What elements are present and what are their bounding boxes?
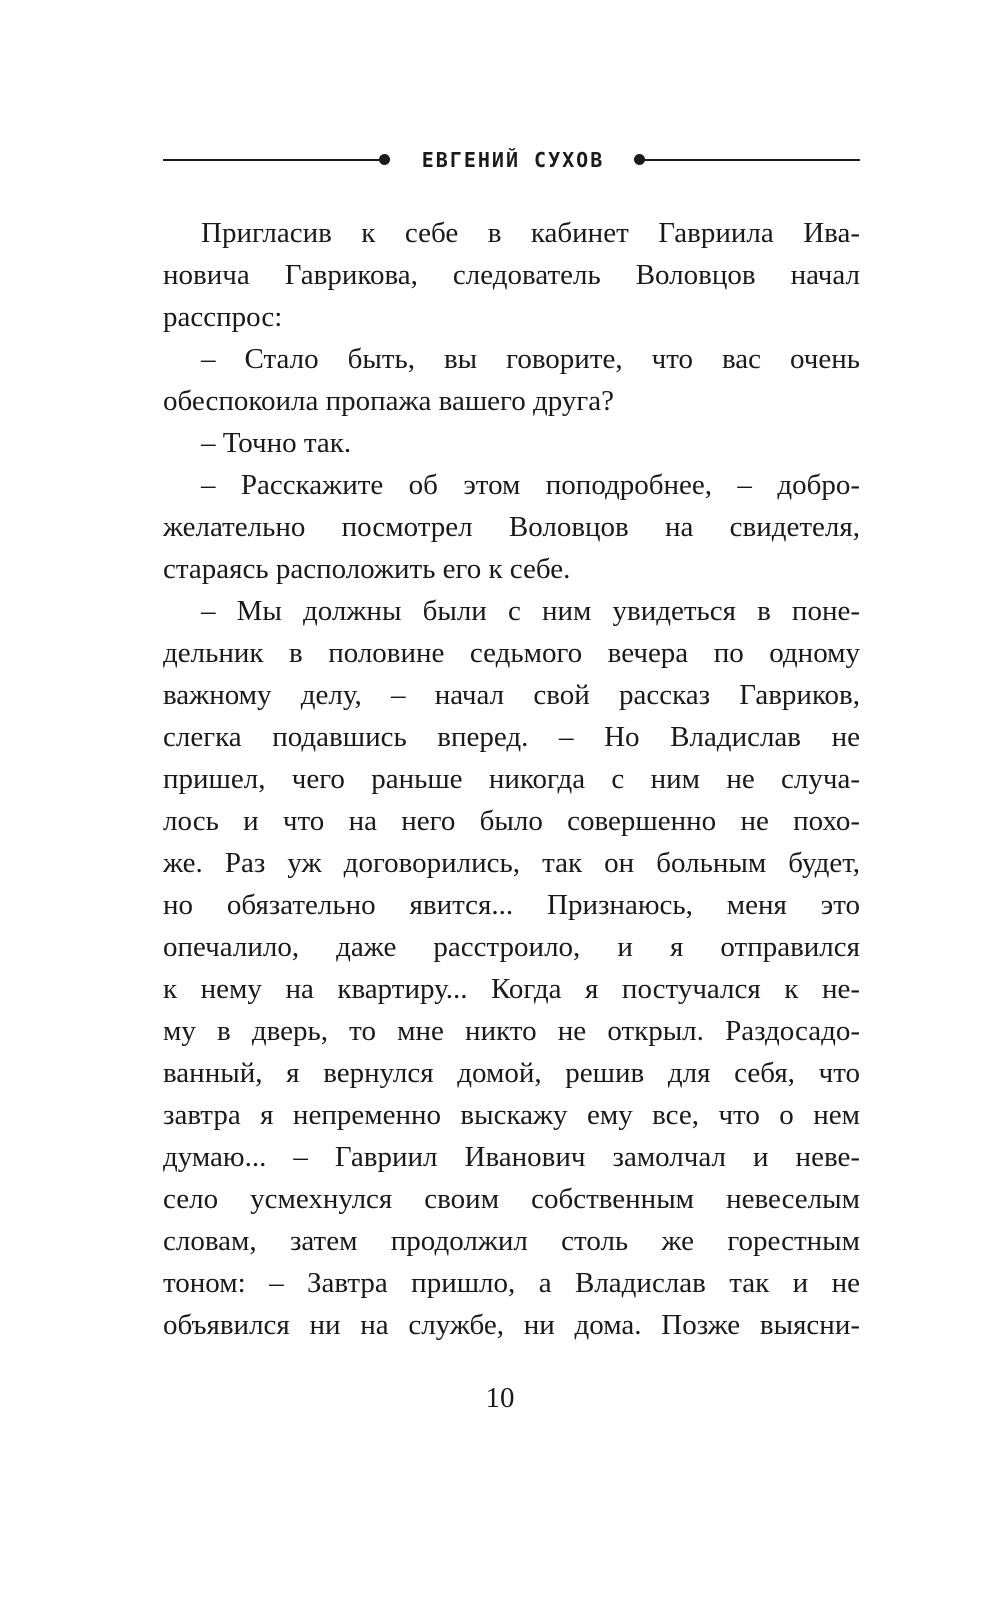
text-line: но обязательно явится... Признаюсь, меня это [163,889,860,921]
text-line: – Расскажите об этом поподробнее, – добро- [201,469,860,501]
body-text [163,212,860,1346]
page-number: 10 [485,1382,515,1414]
text-line: – Точно так. [201,427,352,459]
running-header [163,145,860,175]
text-line: ванный, я вернулся домой, решив для себя, что [163,1057,860,1089]
text-line: к нему на квартиру... Когда я постучался к не- [163,973,860,1005]
text-line: завтра я непременно выскажу ему все, что о нем [163,1099,860,1131]
text-line: обеспокоила пропажа вашего друга? [163,385,614,417]
author-name: ЕВГЕНИЙ СУХОВ [421,148,605,172]
text-line: объявился ни на службе, ни дома. Позже выясни- [163,1309,860,1341]
text-line: тоном: – Завтра пришло, а Владислав так и не [163,1267,860,1299]
text-line: же. Раз уж договорились, так он больным будет, [163,847,860,879]
header-dot-left [379,154,390,165]
text-line: – Мы должны были с ним увидеться в поне- [201,595,860,627]
text-line: пришел, чего раньше никогда с ним не случа- [163,763,860,795]
text-line: – Стало быть, вы говорите, что вас очень [201,343,860,375]
text-line: важному делу, – начал свой рассказ Гавриков, [163,679,860,711]
text-line: думаю... – Гавриил Иванович замолчал и неве- [163,1141,860,1173]
text-line: слегка подавшись вперед. – Но Владислав не [163,721,860,753]
text-line: Пригласив к себе в кабинет Гавриила Ива- [201,217,860,249]
text-line: расспрос: [163,301,283,333]
header-rule-right [640,159,860,161]
text-line: словам, затем продолжил столь же горестным [163,1225,860,1257]
header-rule-left [163,159,381,161]
text-line: дельник в половине седьмого вечера по одному [163,637,860,669]
text-line: му в дверь, то мне никто не открыл. Раздосадо- [163,1015,860,1047]
text-line: новича Гаврикова, следователь Воловцов начал [163,259,860,291]
text-line: лось и что на него было совершенно не похо- [163,805,860,837]
text-line: желательно посмотрел Воловцов на свидетеля, [163,511,860,543]
text-line: опечалило, даже расстроило, и я отправился [163,931,860,963]
text-line: стараясь расположить его к себе. [163,553,571,585]
text-line: село усмехнулся своим собственным невеселым [163,1183,860,1215]
